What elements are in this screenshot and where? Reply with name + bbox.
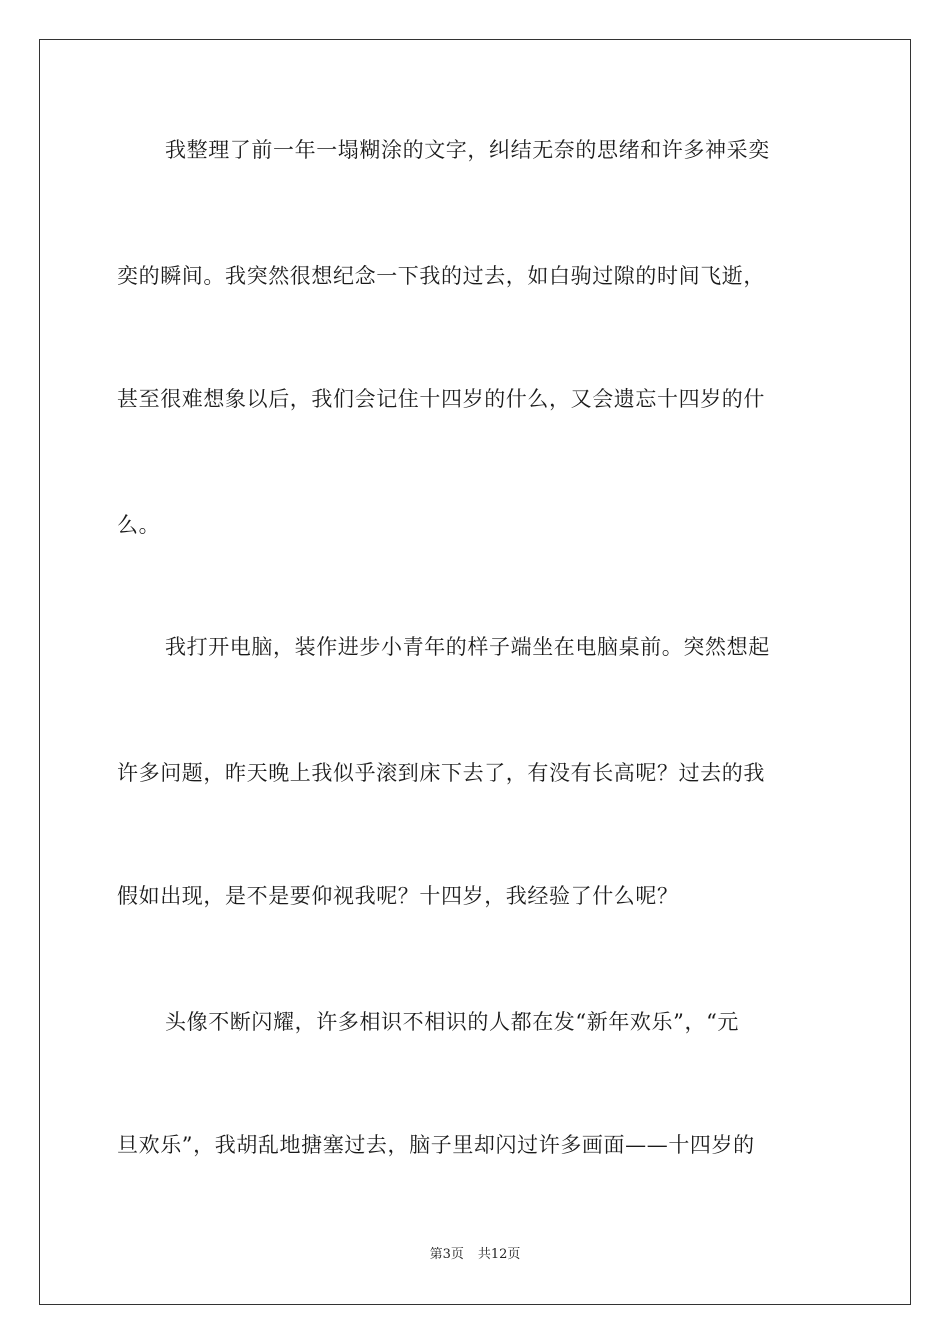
paragraph-1-line-3: 甚至很难想象以后，我们会记住十四岁的什么，又会遗忘十四岁的什 <box>117 387 765 411</box>
paragraph-2-line-3: 假如出现，是不是要仰视我呢？十四岁，我经验了什么呢？ <box>117 884 679 908</box>
page-footer <box>0 1246 950 1264</box>
paragraph-3-line-2: 旦欢乐”，我胡乱地搪塞过去，脑子里却闪过许多画面——十四岁的 <box>117 1133 755 1157</box>
page-total: 共12页 <box>477 1247 521 1262</box>
paragraph-1-line-1: 我整理了前一年一塌糊涂的文字，纠结无奈的思绪和许多神采奕 <box>165 138 770 162</box>
page-frame <box>39 39 911 1305</box>
paragraph-1-line-4: 么。 <box>117 513 161 537</box>
paragraph-1-line-2: 奕的瞬间。我突然很想纪念一下我的过去，如白驹过隙的时间飞逝， <box>117 264 765 288</box>
page-number: 第3页 <box>429 1247 464 1262</box>
paragraph-3-line-1: 头像不断闪耀，许多相识不相识的人都在发“新年欢乐”，“元 <box>165 1010 740 1034</box>
paragraph-2-line-2: 许多问题，昨天晚上我似乎滚到床下去了，有没有长高呢？过去的我 <box>117 761 765 785</box>
paragraph-2-line-1: 我打开电脑，装作进步小青年的样子端坐在电脑桌前。突然想起 <box>165 635 770 659</box>
